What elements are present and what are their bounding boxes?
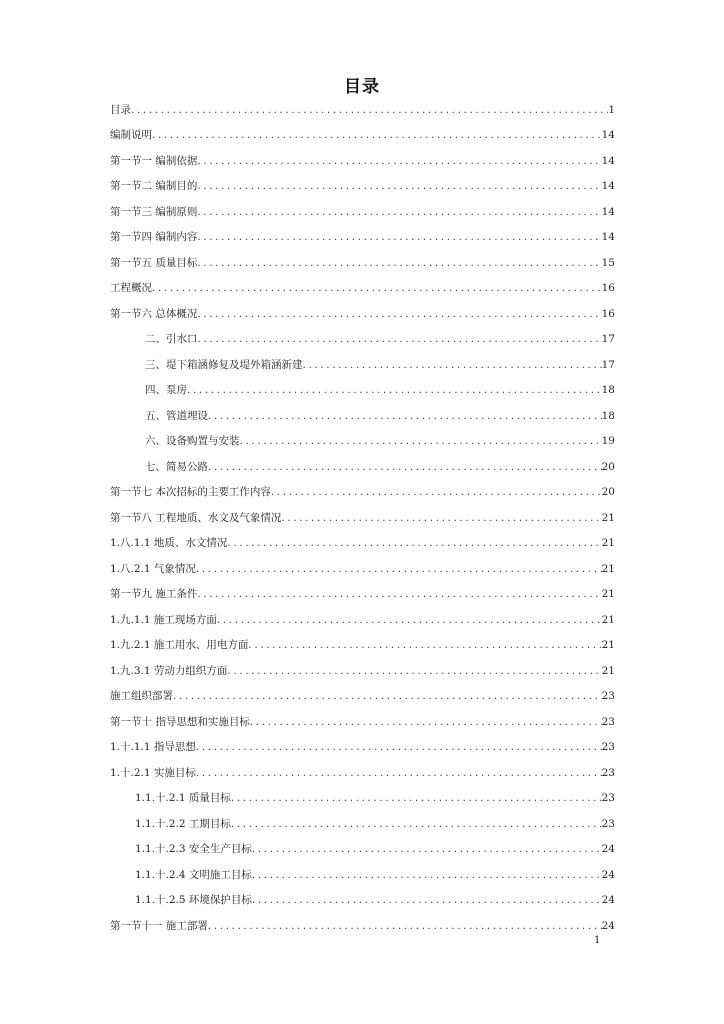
toc-entry-label: 二、引水口 [145, 333, 198, 345]
toc-entry-page: 23 [601, 741, 615, 753]
toc-dot-leader [197, 154, 601, 169]
toc-entry-page: 19 [601, 435, 615, 447]
toc-dot-leader [227, 536, 601, 551]
toc-entry-page: 17 [601, 333, 615, 345]
toc-dot-leader [196, 562, 602, 577]
toc-entry-page: 1 [608, 103, 615, 116]
toc-entry[interactable] [110, 883, 615, 909]
toc-dot-leader [197, 587, 601, 602]
toc-dot-leader [197, 230, 601, 245]
toc-entry-label: 1.九.2.1 施工用水、用电方面 [110, 639, 249, 651]
toc-entry[interactable] [110, 245, 615, 271]
toc-entry-label: 工程概况 [110, 282, 152, 294]
toc-dot-leader [231, 791, 602, 806]
table-of-contents [110, 92, 615, 934]
toc-dot-leader [196, 740, 602, 755]
toc-entry[interactable] [110, 194, 615, 220]
toc-dot-leader [248, 638, 601, 653]
toc-entry-page: 14 [601, 180, 615, 192]
toc-dot-leader [227, 664, 601, 679]
toc-entry-label: 1.九.3.1 劳动力组织方面 [110, 664, 228, 677]
toc-entry-label: 1.1.十.2.2 工期目标 [135, 817, 231, 830]
toc-entry-page: 17 [601, 358, 615, 371]
toc-entry-label: 三、堤下箱涵修复及堤外箱涵新建 [145, 358, 303, 371]
toc-entry[interactable] [110, 704, 615, 730]
toc-entry[interactable] [110, 551, 615, 577]
page-title: 目录 [344, 77, 380, 97]
toc-entry-page: 18 [601, 409, 615, 422]
toc-entry[interactable] [110, 755, 615, 781]
toc-entry-label: 1.八.1.1 地质、水文情况 [110, 537, 228, 549]
toc-entry[interactable] [110, 118, 615, 144]
toc-entry-label: 五、管道埋设 [145, 409, 208, 422]
toc-entry-label: 第一节五 质量目标 [110, 256, 198, 269]
toc-dot-leader [208, 409, 602, 424]
footer-page-number: 1 [594, 935, 601, 946]
toc-entry[interactable] [110, 143, 615, 169]
toc-entry-page: 24 [601, 919, 615, 932]
toc-entry[interactable] [110, 322, 615, 348]
toc-dot-leader [196, 766, 602, 781]
toc-dot-leader [131, 103, 608, 118]
toc-entry-label: 第一节三 编制原则 [110, 205, 198, 218]
toc-dot-leader [152, 281, 602, 296]
toc-dot-leader [197, 307, 601, 322]
toc-entry-page: 21 [601, 664, 615, 677]
toc-entry-page: 15 [601, 256, 615, 269]
toc-dot-leader [250, 715, 602, 730]
toc-entry-page: 23 [601, 766, 615, 779]
toc-entry-label: 第一节一 编制依据 [110, 154, 198, 167]
toc-entry[interactable] [110, 424, 615, 450]
toc-entry[interactable] [110, 475, 615, 501]
toc-entry-label: 第一节六 总体概况 [110, 307, 198, 320]
toc-entry[interactable] [110, 347, 615, 373]
toc-entry-page: 14 [601, 154, 615, 167]
toc-entry[interactable] [110, 628, 615, 654]
toc-dot-leader [173, 689, 602, 704]
toc-entry[interactable] [110, 500, 615, 526]
toc-entry[interactable] [110, 373, 615, 399]
toc-entry[interactable] [110, 857, 615, 883]
toc-entry-page: 24 [601, 894, 615, 906]
toc-entry-label: 第一节十一 施工部署 [110, 919, 208, 932]
toc-entry-label: 第一节四 编制内容 [110, 231, 198, 243]
toc-entry-page: 20 [601, 486, 615, 498]
toc-dot-leader [281, 511, 601, 526]
toc-entry-label: 第一节八 工程地质、水文及气象情况 [110, 511, 282, 524]
toc-entry-page: 14 [601, 205, 615, 218]
toc-entry[interactable] [110, 806, 615, 832]
toc-entry-page: 21 [601, 588, 615, 600]
toc-entry-page: 23 [601, 792, 615, 804]
toc-entry-page: 24 [601, 843, 615, 855]
toc-entry[interactable] [110, 653, 615, 679]
toc-dot-leader [197, 256, 601, 271]
toc-dot-leader [187, 383, 602, 398]
toc-entry[interactable] [110, 679, 615, 705]
toc-entry-label: 1.1.十.2.4 文明施工目标 [135, 868, 252, 881]
toc-entry-page: 23 [601, 690, 615, 702]
toc-entry[interactable] [110, 449, 615, 475]
toc-dot-leader [197, 179, 601, 194]
toc-entry-page: 18 [601, 384, 615, 396]
toc-dot-leader [152, 128, 602, 143]
toc-entry[interactable] [110, 602, 615, 628]
toc-entry-page: 21 [601, 562, 615, 575]
toc-entry-label: 七、简易公路 [145, 460, 208, 473]
toc-entry-page: 16 [601, 307, 615, 320]
toc-dot-leader [217, 613, 602, 628]
toc-entry[interactable] [110, 92, 615, 118]
toc-entry[interactable] [110, 577, 615, 603]
toc-entry[interactable] [110, 398, 615, 424]
toc-dot-leader [240, 434, 602, 449]
toc-entry[interactable] [110, 220, 615, 246]
toc-entry-label: 目录 [110, 103, 131, 116]
toc-entry[interactable] [110, 908, 615, 934]
toc-entry-label: 第一节十 指导思想和实施目标 [110, 715, 250, 728]
toc-entry-page: 23 [601, 817, 615, 830]
toc-entry-label: 1.八.2.1 气象情况 [110, 562, 196, 575]
toc-entry[interactable] [110, 169, 615, 195]
toc-entry-label: 六、设备购置与安装 [145, 435, 240, 447]
toc-dot-leader [208, 460, 602, 475]
toc-entry-page: 23 [601, 715, 615, 728]
toc-entry[interactable] [110, 526, 615, 552]
toc-entry-page: 20 [601, 460, 615, 473]
toc-dot-leader [252, 868, 602, 883]
toc-entry-page: 21 [601, 639, 615, 651]
toc-dot-leader [252, 893, 602, 908]
toc-entry-label: 1.1.十.2.5 环境保护目标 [135, 894, 252, 906]
toc-dot-leader [231, 817, 602, 832]
toc-dot-leader [197, 205, 601, 220]
toc-entry-label: 施工组织部署 [110, 690, 173, 702]
toc-entry-label: 1.十.1.1 指导思想 [110, 741, 196, 753]
toc-entry-label: 1.1.十.2.3 安全生产目标 [135, 843, 252, 855]
toc-entry[interactable] [110, 730, 615, 756]
toc-entry[interactable] [110, 781, 615, 807]
toc-entry-page: 16 [601, 282, 615, 294]
toc-dot-leader [303, 358, 602, 373]
toc-entry-page: 14 [601, 129, 615, 141]
toc-entry-label: 第一节七 本次招标的主要工作内容 [110, 486, 271, 498]
toc-entry-label: 编制说明 [110, 129, 152, 141]
toc-entry-page: 21 [601, 511, 615, 524]
toc-entry-label: 1.1.十.2.1 质量目标 [135, 792, 231, 804]
toc-dot-leader [271, 485, 602, 500]
toc-entry-label: 1.九.1.1 施工现场方面 [110, 613, 217, 626]
toc-entry-label: 四、泵房 [145, 384, 187, 396]
toc-entry-page: 14 [601, 231, 615, 243]
toc-entry-page: 21 [601, 613, 615, 626]
toc-entry-label: 1.十.2.1 实施目标 [110, 766, 196, 779]
toc-entry[interactable] [110, 296, 615, 322]
toc-entry-page: 24 [601, 868, 615, 881]
toc-entry[interactable] [110, 271, 615, 297]
toc-entry-label: 第一节二 编制目的 [110, 180, 198, 192]
toc-dot-leader [208, 919, 602, 934]
toc-entry-page: 21 [601, 537, 615, 549]
toc-dot-leader [252, 842, 602, 857]
toc-entry-label: 第一节九 施工条件 [110, 588, 198, 600]
toc-dot-leader [198, 332, 602, 347]
toc-entry[interactable] [110, 832, 615, 858]
